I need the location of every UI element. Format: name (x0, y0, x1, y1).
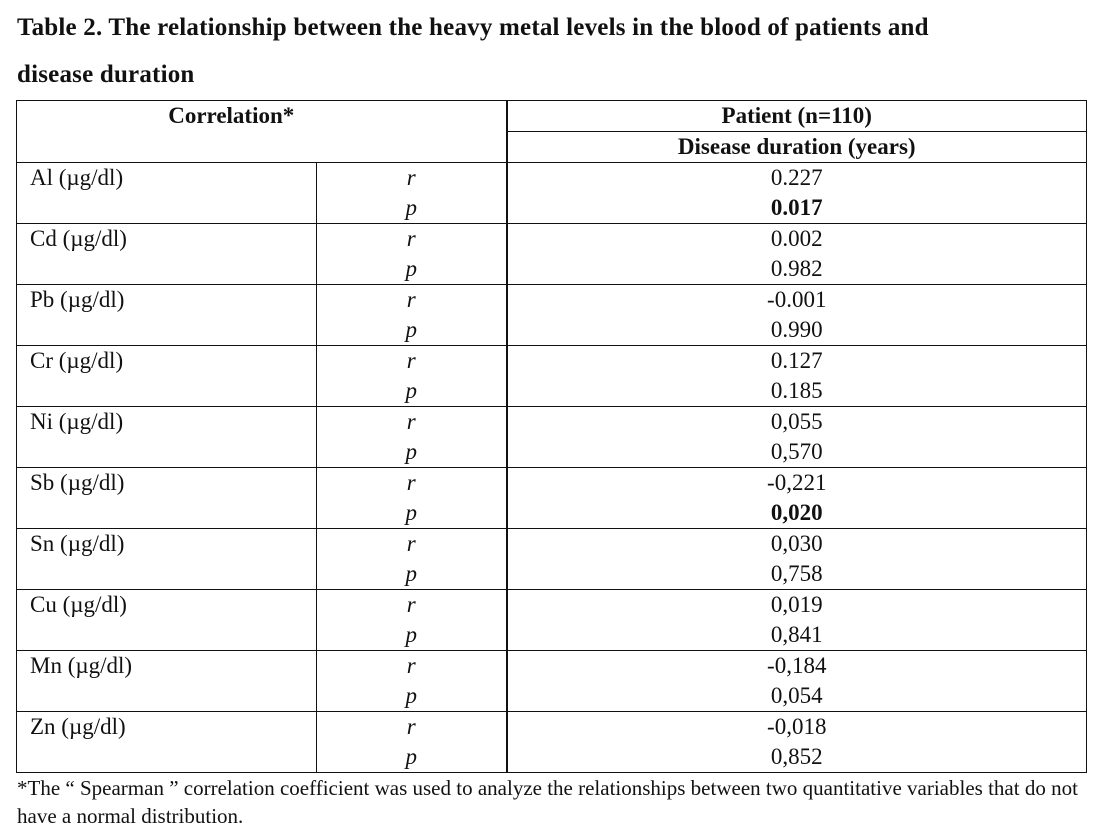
p-value: 0,852 (770, 744, 823, 769)
table-row (17, 468, 1087, 529)
table-row (17, 712, 1087, 773)
header-correlation (17, 101, 507, 163)
stat-symbol-cell (317, 224, 507, 285)
stat-symbol-cell (317, 468, 507, 529)
p-value: 0,841 (770, 622, 823, 647)
r-value: 0.002 (770, 226, 823, 251)
stat-symbol-cell (317, 529, 507, 590)
stat-p-symbol: p (405, 317, 417, 342)
table-body (17, 163, 1087, 773)
correlation-value-cell (507, 529, 1087, 590)
stat-r-symbol: r (406, 226, 416, 251)
correlation-value-cell (507, 712, 1087, 773)
table-row (17, 407, 1087, 468)
stat-r-symbol: r (406, 653, 416, 678)
metal-name-cell: Sb (µg/dl) (17, 468, 317, 529)
correlation-value-cell (507, 468, 1087, 529)
p-value: 0,570 (770, 439, 823, 464)
table-row (17, 651, 1087, 712)
table-row (17, 346, 1087, 407)
stat-symbol-cell (317, 407, 507, 468)
metal-name-cell: Cr (µg/dl) (17, 346, 317, 407)
correlation-value-cell (507, 285, 1087, 346)
table-title (17, 4, 1097, 98)
stat-symbol-cell (317, 651, 507, 712)
table-header-row (17, 101, 1087, 163)
correlation-value-cell (507, 346, 1087, 407)
r-value: 0,019 (770, 592, 823, 617)
table-row (17, 224, 1087, 285)
stat-p-symbol: p (405, 683, 417, 708)
metal-name-cell: Sn (µg/dl) (17, 529, 317, 590)
header-patient-label: Patient (n=110) (721, 103, 872, 128)
correlation-value-cell (507, 163, 1087, 224)
stat-symbol-cell (317, 163, 507, 224)
table-footnote: *The “ Spearman ” correlation coefficient was used to analyze the relationships between two quantitative variables that do not have a normal distribution. (17, 776, 1078, 828)
p-value: 0.185 (770, 378, 823, 403)
stat-r-symbol: r (406, 470, 416, 495)
stat-p-symbol: p (405, 256, 417, 281)
r-value: 0.227 (770, 165, 823, 190)
header-disease-duration-label: Disease duration (years) (508, 131, 1087, 162)
metal-name-cell: Cd (µg/dl) (17, 224, 317, 285)
table-title-line2: disease duration (17, 61, 195, 88)
r-value: 0,055 (770, 409, 823, 434)
p-value: 0.982 (770, 256, 823, 281)
stat-p-symbol: p (405, 195, 417, 220)
p-value: 0,758 (770, 561, 823, 586)
metal-name-cell: Mn (µg/dl) (17, 651, 317, 712)
stat-p-symbol: p (405, 439, 417, 464)
r-value: -0,018 (767, 714, 827, 739)
metal-name-cell: Pb (µg/dl) (17, 285, 317, 346)
r-value: -0.001 (767, 287, 827, 312)
stat-symbol-cell (317, 285, 507, 346)
table-row (17, 590, 1087, 651)
metal-name-cell: Ni (µg/dl) (17, 407, 317, 468)
header-correlation-label: Correlation* (168, 103, 295, 128)
table-row (17, 285, 1087, 346)
stat-r-symbol: r (406, 348, 416, 373)
metal-name-cell: Al (µg/dl) (17, 163, 317, 224)
stat-r-symbol: r (406, 165, 416, 190)
p-value: 0.017 (770, 195, 823, 220)
correlation-value-cell (507, 590, 1087, 651)
stat-r-symbol: r (406, 409, 416, 434)
p-value: 0,054 (770, 683, 823, 708)
stat-r-symbol: r (406, 287, 416, 312)
stat-r-symbol: r (406, 531, 416, 556)
stat-symbol-cell (317, 346, 507, 407)
p-value: 0,020 (770, 500, 823, 525)
p-value: 0.990 (770, 317, 823, 342)
correlation-value-cell (507, 651, 1087, 712)
correlation-value-cell (507, 224, 1087, 285)
stat-p-symbol: p (405, 561, 417, 586)
metal-name-cell: Cu (µg/dl) (17, 590, 317, 651)
stat-p-symbol: p (405, 500, 417, 525)
stat-p-symbol: p (405, 622, 417, 647)
stat-r-symbol: r (406, 714, 416, 739)
r-value: -0,221 (767, 470, 827, 495)
stat-p-symbol: p (405, 744, 417, 769)
table-row (17, 529, 1087, 590)
r-value: 0,030 (770, 531, 823, 556)
metal-name-cell: Zn (µg/dl) (17, 712, 317, 773)
r-value: -0,184 (767, 653, 827, 678)
stat-symbol-cell (317, 712, 507, 773)
header-patient-group (507, 101, 1087, 163)
correlation-table (16, 100, 1087, 773)
stat-symbol-cell (317, 590, 507, 651)
correlation-value-cell (507, 407, 1087, 468)
table-row (17, 163, 1087, 224)
stat-p-symbol: p (405, 378, 417, 403)
stat-r-symbol: r (406, 592, 416, 617)
r-value: 0.127 (770, 348, 823, 373)
table-title-line1: Table 2. The relationship between the heavy metal levels in the blood of patients and (17, 14, 929, 41)
